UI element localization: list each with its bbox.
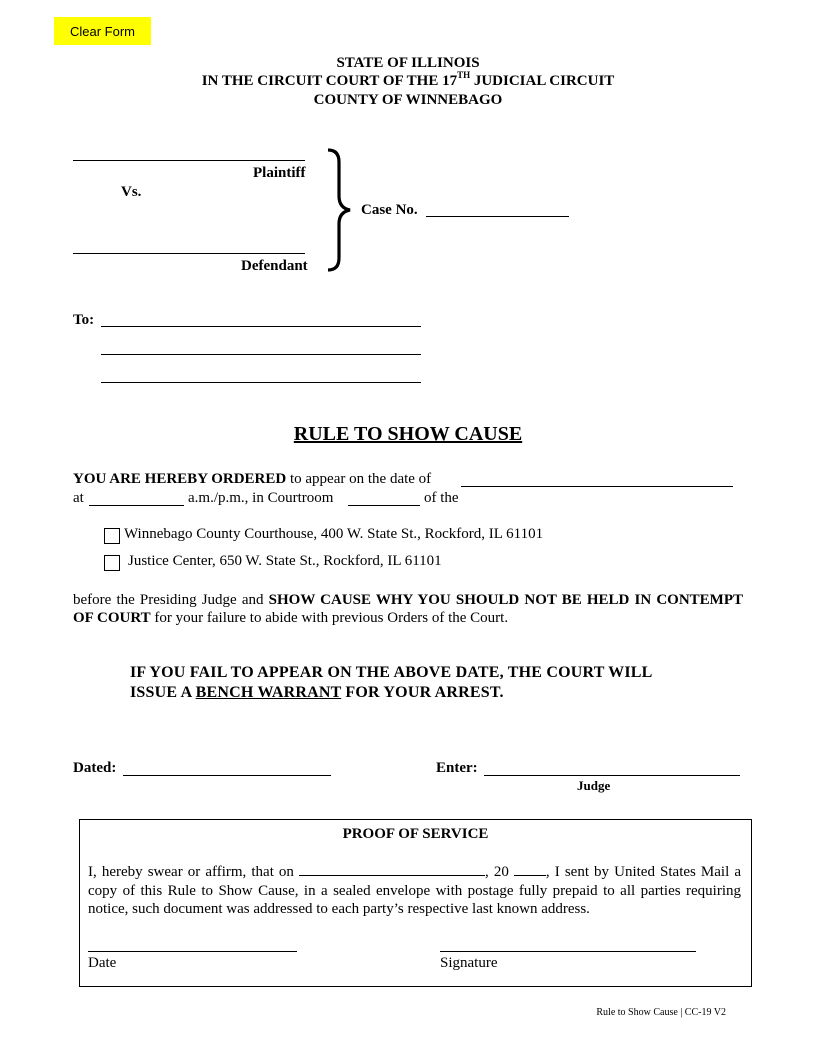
order-text: to appear on the date of bbox=[286, 471, 432, 487]
order-at-label: at bbox=[73, 490, 84, 506]
service-date-signature-field[interactable] bbox=[88, 951, 297, 952]
order-intro: YOU ARE HEREBY ORDERED bbox=[73, 471, 287, 487]
order-ampm-label: a.m./p.m., in Courtroom bbox=[188, 490, 334, 506]
judge-signature-field[interactable] bbox=[484, 775, 740, 776]
order-line-1 bbox=[73, 471, 431, 488]
service-signature-label: Signature bbox=[440, 955, 498, 971]
bench-warrant-text: BENCH WARRANT bbox=[195, 684, 342, 701]
vs-label: Vs. bbox=[121, 184, 142, 200]
service-signature-field[interactable] bbox=[440, 951, 696, 952]
order-of-the-label: of the bbox=[424, 490, 459, 506]
plaintiff-label: Plaintiff bbox=[253, 165, 306, 181]
justice-center-label: Justice Center, 650 W. State St., Rockford, IL 61101 bbox=[128, 553, 442, 569]
appearance-date-field[interactable] bbox=[461, 486, 733, 487]
proof-text-1: I, hereby swear or affirm, that on bbox=[88, 864, 300, 880]
header-court-text: IN THE CIRCUIT COURT OF THE 17 bbox=[201, 73, 458, 89]
to-field-2[interactable] bbox=[101, 354, 421, 355]
service-year-field[interactable] bbox=[514, 863, 546, 876]
warning-line-2-text: ISSUE A bbox=[130, 684, 196, 701]
dated-label: Dated: bbox=[73, 760, 117, 776]
proof-of-service-title: PROOF OF SERVICE bbox=[342, 826, 489, 842]
proof-text-2: , 20 bbox=[485, 864, 514, 880]
to-label: To: bbox=[73, 312, 95, 328]
show-cause-tail: for your failure to abide with previous Orders of the Court. bbox=[150, 610, 509, 626]
case-no-label: Case No. bbox=[361, 202, 418, 218]
proof-of-service-box bbox=[79, 819, 752, 987]
enter-label: Enter: bbox=[436, 760, 478, 776]
defendant-field[interactable] bbox=[73, 253, 305, 254]
service-date-label: Date bbox=[88, 955, 117, 971]
warning-line-1: IF YOU FAIL TO APPEAR ON THE ABOVE DATE, THE COURT WILL bbox=[130, 664, 653, 681]
header-county: COUNTY OF WINNEBAGO bbox=[313, 92, 503, 108]
courthouse-checkbox[interactable] bbox=[104, 528, 120, 544]
dated-field[interactable] bbox=[123, 775, 331, 776]
document-title: RULE TO SHOW CAUSE bbox=[293, 423, 523, 445]
appearance-time-field[interactable] bbox=[89, 505, 184, 506]
show-cause-bold: SHOW CAUSE WHY YOU SHOULD NOT BE HELD IN CONTEMPT OF COURT bbox=[73, 592, 744, 626]
header-court-superscript: TH bbox=[457, 70, 471, 80]
show-cause-paragraph bbox=[73, 591, 743, 627]
form-footer: Rule to Show Cause | CC-19 V2 bbox=[596, 1007, 726, 1018]
header-court bbox=[0, 70, 816, 90]
clear-form-button[interactable]: Clear Form bbox=[54, 17, 151, 45]
show-cause-text: before the Presiding Judge and bbox=[73, 592, 269, 608]
to-field-3[interactable] bbox=[101, 382, 421, 383]
courtroom-field[interactable] bbox=[348, 505, 420, 506]
service-date-field[interactable] bbox=[299, 863, 485, 876]
warning-line-2-tail: FOR YOUR ARREST. bbox=[341, 684, 504, 701]
proof-text-3: , I sent by United States Mail a copy of this Rule to Show Cause, in a sealed envelope with postage fully prepaid to all parties requiring notice, such document was addressed to each party’s respective last known address. bbox=[88, 864, 741, 917]
header-court-suffix: JUDICIAL CIRCUIT bbox=[470, 73, 615, 89]
plaintiff-field[interactable] bbox=[73, 160, 305, 161]
header-state: STATE OF ILLINOIS bbox=[336, 55, 480, 71]
warning-line-2 bbox=[130, 684, 504, 702]
defendant-label: Defendant bbox=[241, 258, 308, 274]
case-no-field[interactable] bbox=[426, 216, 569, 217]
courthouse-label: Winnebago County Courthouse, 400 W. State St., Rockford, IL 61101 bbox=[124, 526, 544, 542]
justice-center-checkbox[interactable] bbox=[104, 555, 120, 571]
judge-label: Judge bbox=[577, 778, 611, 793]
caption-brace-icon bbox=[322, 148, 356, 272]
to-field-1[interactable] bbox=[101, 326, 421, 327]
proof-of-service-text bbox=[88, 863, 741, 919]
